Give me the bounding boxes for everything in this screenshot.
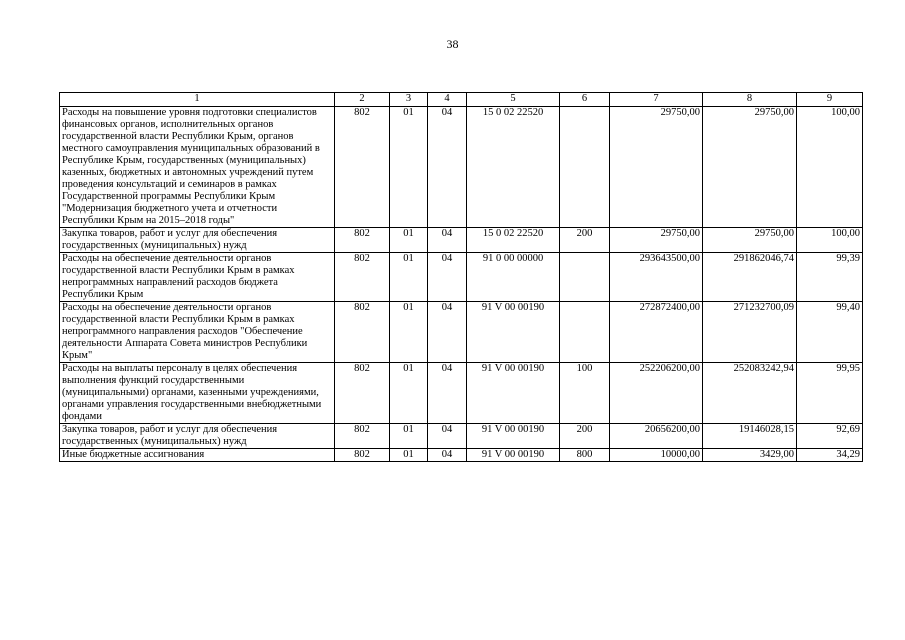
column-header: 4	[428, 93, 467, 107]
executed-amount: 29750,00	[703, 228, 797, 253]
target-article-code: 15 0 02 22520	[467, 228, 560, 253]
table-row	[60, 302, 863, 363]
column-header: 9	[797, 93, 863, 107]
ministry-code: 802	[335, 107, 390, 228]
expense-type-code: 200	[560, 228, 610, 253]
target-article-code: 91 0 00 00000	[467, 253, 560, 302]
row-description: Иные бюджетные ассигнования	[60, 449, 335, 462]
target-article-code: 91 V 00 00190	[467, 302, 560, 363]
column-header: 6	[560, 93, 610, 107]
executed-amount: 291862046,74	[703, 253, 797, 302]
planned-amount: 29750,00	[610, 107, 703, 228]
row-description: Закупка товаров, работ и услуг для обеспечения государственных (муниципальных) нужд	[60, 424, 335, 449]
section-code: 01	[390, 449, 428, 462]
planned-amount: 252206200,00	[610, 363, 703, 424]
executed-amount: 29750,00	[703, 107, 797, 228]
subsection-code: 04	[428, 424, 467, 449]
subsection-code: 04	[428, 302, 467, 363]
planned-amount: 293643500,00	[610, 253, 703, 302]
subsection-code: 04	[428, 253, 467, 302]
ministry-code: 802	[335, 253, 390, 302]
budget-table	[59, 92, 863, 462]
execution-percent: 100,00	[797, 228, 863, 253]
subsection-code: 04	[428, 363, 467, 424]
subsection-code: 04	[428, 107, 467, 228]
ministry-code: 802	[335, 424, 390, 449]
column-header: 1	[60, 93, 335, 107]
table-row	[60, 107, 863, 228]
target-article-code: 15 0 02 22520	[467, 107, 560, 228]
expense-type-code	[560, 253, 610, 302]
section-code: 01	[390, 424, 428, 449]
ministry-code: 802	[335, 363, 390, 424]
expense-type-code: 200	[560, 424, 610, 449]
planned-amount: 272872400,00	[610, 302, 703, 363]
expense-type-code	[560, 302, 610, 363]
ministry-code: 802	[335, 449, 390, 462]
execution-percent: 99,40	[797, 302, 863, 363]
table-row	[60, 449, 863, 462]
column-header: 7	[610, 93, 703, 107]
section-code: 01	[390, 228, 428, 253]
table-header-row	[60, 93, 863, 107]
expense-type-code: 800	[560, 449, 610, 462]
table-row	[60, 228, 863, 253]
row-description: Расходы на повышение уровня подготовки специалистов финансовых органов, исполнительных органов государственной власти Республики Крым, органов местного самоуправления муниципальных образований в Республике Крым, государственных (муниципальных) казенных, бюджетных и автономных учреждений путем проведения консультаций и семинаров в рамках Государственной программы Республики Крым "Модернизация бюджетного учета и отчетности Республики Крым на 2015–2018 годы"	[60, 107, 335, 228]
ministry-code: 802	[335, 228, 390, 253]
table-row	[60, 363, 863, 424]
executed-amount: 252083242,94	[703, 363, 797, 424]
execution-percent: 99,39	[797, 253, 863, 302]
executed-amount: 3429,00	[703, 449, 797, 462]
ministry-code: 802	[335, 302, 390, 363]
planned-amount: 29750,00	[610, 228, 703, 253]
executed-amount: 271232700,09	[703, 302, 797, 363]
page-number: 38	[446, 37, 459, 51]
planned-amount: 10000,00	[610, 449, 703, 462]
row-description: Расходы на обеспечение деятельности органов государственной власти Республики Крым в рамках непрограммного направления расходов "Обеспечение деятельности Аппарата Совета министров Республики Крым"	[60, 302, 335, 363]
section-code: 01	[390, 363, 428, 424]
execution-percent: 34,29	[797, 449, 863, 462]
row-description: Закупка товаров, работ и услуг для обеспечения государственных (муниципальных) нужд	[60, 228, 335, 253]
section-code: 01	[390, 302, 428, 363]
execution-percent: 99,95	[797, 363, 863, 424]
subsection-code: 04	[428, 228, 467, 253]
expense-type-code	[560, 107, 610, 228]
row-description: Расходы на обеспечение деятельности органов государственной власти Республики Крым в рамках непрограммных направлений расходов бюджета Республики Крым	[60, 253, 335, 302]
section-code: 01	[390, 107, 428, 228]
expense-type-code: 100	[560, 363, 610, 424]
column-header: 5	[467, 93, 560, 107]
table-row	[60, 253, 863, 302]
execution-percent: 100,00	[797, 107, 863, 228]
execution-percent: 92,69	[797, 424, 863, 449]
section-code: 01	[390, 253, 428, 302]
column-header: 3	[390, 93, 428, 107]
table-row	[60, 424, 863, 449]
target-article-code: 91 V 00 00190	[467, 363, 560, 424]
planned-amount: 20656200,00	[610, 424, 703, 449]
target-article-code: 91 V 00 00190	[467, 424, 560, 449]
row-description: Расходы на выплаты персоналу в целях обеспечения выполнения функций государственными (муниципальными) органами, казенными учреждениями, органами управления государственными внебюджетными фондами	[60, 363, 335, 424]
target-article-code: 91 V 00 00190	[467, 449, 560, 462]
executed-amount: 19146028,15	[703, 424, 797, 449]
column-header: 2	[335, 93, 390, 107]
column-header: 8	[703, 93, 797, 107]
subsection-code: 04	[428, 449, 467, 462]
